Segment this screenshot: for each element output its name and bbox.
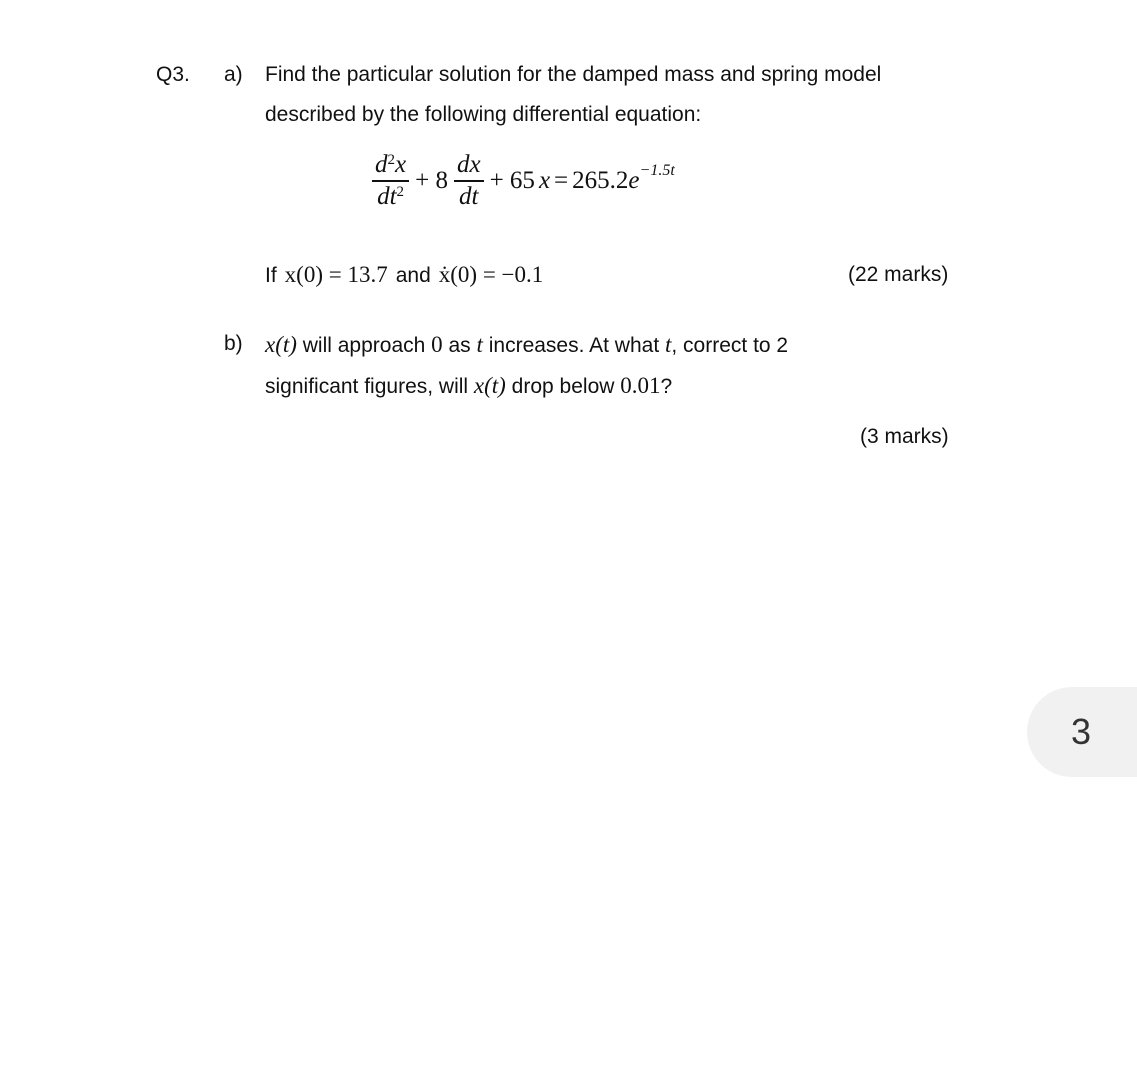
differential-equation: $\frac{d^2x}{dt^2}$ + 8 $\frac{dx}{dt}$ + 65 x = 265.2 e $^{-1.5t}$ <box>370 152 675 210</box>
part-b-marks: (3 marks) <box>860 425 949 448</box>
plus-sixty-five: + 65 <box>489 166 535 194</box>
part-a-text-line2: described by the following differential equation: <box>265 103 702 126</box>
part-a-text-line1: Find the particular solution for the damped mass and spring model <box>265 63 882 86</box>
condition-x0: x(0) = 13.7 <box>284 262 388 287</box>
condition-xdot0: ẋ(0) = −0.1 <box>438 262 544 287</box>
second-derivative-fraction: $\frac{d^2x}{dt^2}$ <box>372 152 409 210</box>
first-derivative-fraction: $\frac{dx}{dt}$ <box>454 152 484 210</box>
page-number: 3 <box>1071 711 1092 752</box>
part-b-text-line1: x(t) will approach 0 as t increases. At what t , correct to 2 <box>265 332 789 357</box>
page-number-badge <box>1027 687 1137 777</box>
initial-conditions: If x(0) = 13.7 and ẋ(0) = −0.1 <box>265 262 544 287</box>
rhs-exponent: −1.5t <box>639 161 675 179</box>
part-a-marks: (22 marks) <box>848 263 949 286</box>
part-b-label: b) <box>224 332 243 355</box>
part-a-label: a) <box>224 63 243 86</box>
plus-eight: + 8 <box>415 166 448 194</box>
question-number: Q3. <box>156 63 190 86</box>
part-b-text-line2: significant figures, will x(t) drop below 0.01 ? <box>265 373 673 398</box>
rhs-coefficient: 265.2 <box>572 166 629 194</box>
